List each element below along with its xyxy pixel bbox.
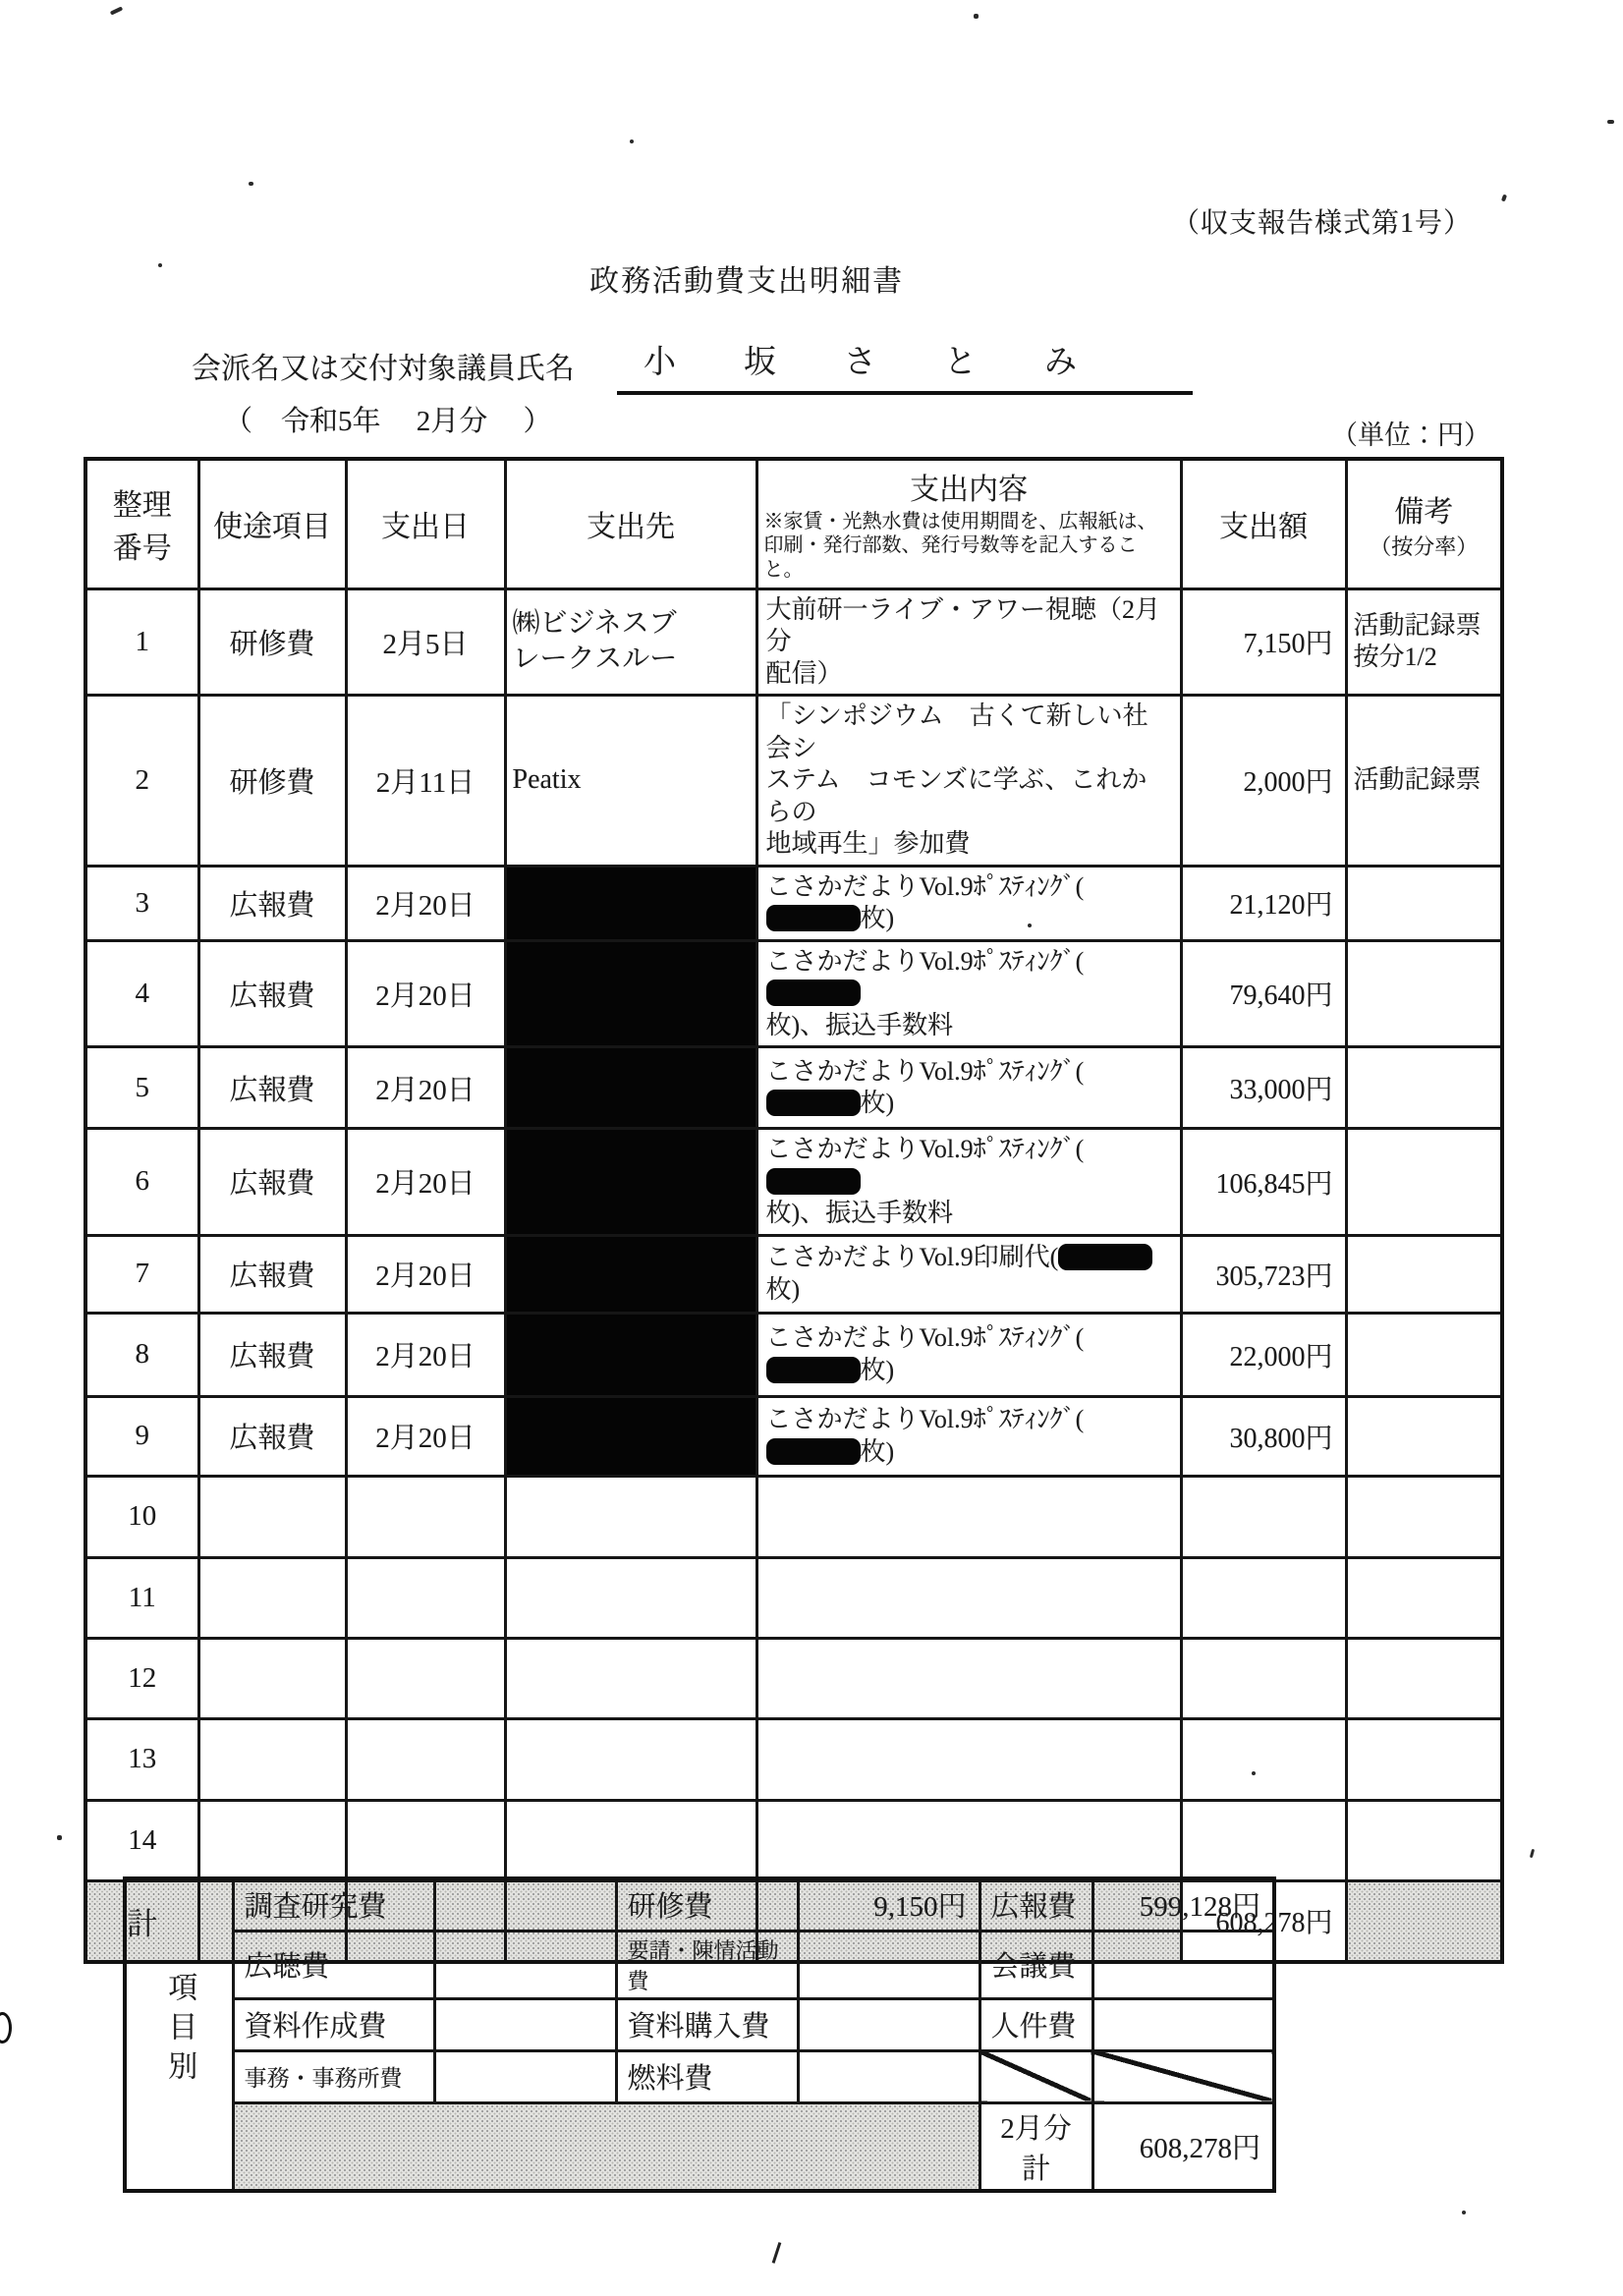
cell-item bbox=[198, 1638, 346, 1718]
table-row bbox=[85, 696, 1502, 867]
cell-content bbox=[756, 1800, 1181, 1880]
cell-no: 6 bbox=[85, 1129, 198, 1236]
content-pre: こさかだよりVol.9ﾎﾟｽﾃｨﾝｸﾞ( bbox=[765, 1135, 1085, 1163]
content-line1 bbox=[766, 1056, 1172, 1120]
unit-note: （単位：円） bbox=[1331, 420, 1490, 450]
content-pre: こさかだよりVol.9ﾎﾟｽﾃｨﾝｸﾞ( bbox=[765, 1056, 1085, 1086]
summary-label: 事務・事務所費 bbox=[233, 2050, 434, 2102]
content-post: 枚) bbox=[860, 1355, 895, 1384]
cell-no: 10 bbox=[85, 1476, 198, 1557]
cell-item: 広報費 bbox=[198, 1313, 346, 1396]
content-line1 bbox=[766, 1322, 1172, 1386]
summary-value bbox=[798, 1998, 979, 2050]
cell-date: 2月11日 bbox=[346, 696, 505, 867]
content-line1: 大前研一ライブ・アワー視聴（2月分 bbox=[765, 594, 1160, 655]
cell-item: 研修費 bbox=[198, 696, 346, 867]
cell-content bbox=[756, 588, 1181, 696]
cell-payee bbox=[505, 1476, 756, 1557]
cell-amount: 33,000円 bbox=[1181, 1047, 1346, 1129]
group-label-cell bbox=[125, 1878, 233, 2191]
cell-amount: 30,800円 bbox=[1181, 1396, 1346, 1476]
cell-item: 研修費 bbox=[198, 588, 346, 696]
cell-payee bbox=[505, 1638, 756, 1718]
cell-amount: 2,000円 bbox=[1181, 696, 1346, 867]
cell-note bbox=[1346, 1638, 1502, 1718]
summary-row bbox=[125, 1931, 1274, 1998]
cell-note bbox=[1346, 1800, 1502, 1880]
header-content-title: 支出内容 bbox=[910, 474, 1028, 506]
table-row bbox=[85, 1235, 1502, 1313]
scan-edge-mark bbox=[0, 2012, 12, 2044]
cell-item: 広報費 bbox=[198, 940, 346, 1047]
cell-payee bbox=[505, 588, 756, 696]
cell-content bbox=[756, 1235, 1181, 1313]
redaction-box bbox=[766, 1090, 861, 1116]
summary-label: 広報費 bbox=[979, 1878, 1092, 1931]
table-row bbox=[85, 1718, 1502, 1800]
summary-total-row bbox=[125, 2102, 1274, 2191]
cell-no: 12 bbox=[85, 1638, 198, 1718]
summary-label: 資料作成費 bbox=[233, 1998, 434, 2050]
expense-detail-table bbox=[84, 457, 1504, 1964]
total-label-cell: 計 bbox=[85, 1880, 198, 1962]
content-pre: こさかだよりVol.9印刷代( bbox=[765, 1243, 1059, 1271]
form-number: （収支報告様式第1号） bbox=[1172, 208, 1473, 239]
cell-note bbox=[1346, 1396, 1502, 1476]
scan-speck bbox=[974, 14, 979, 19]
summary-label: 広聴費 bbox=[233, 1931, 434, 1998]
cell-item bbox=[198, 1557, 346, 1638]
content-pre: こさかだよりVol.9ﾎﾟｽﾃｨﾝｸﾞ( bbox=[765, 871, 1085, 901]
summary-total-amount: 608,278円 bbox=[1092, 2102, 1274, 2191]
table-header-row bbox=[85, 459, 1502, 588]
cell-item: 広報費 bbox=[198, 1129, 346, 1236]
scan-speck bbox=[1252, 1771, 1256, 1775]
summary-value bbox=[434, 2050, 616, 2102]
summary-value bbox=[434, 1878, 616, 1931]
cell-content bbox=[756, 866, 1181, 940]
cell-payee-redacted bbox=[505, 1129, 756, 1236]
cell-item bbox=[198, 1718, 346, 1800]
summary-label: 人件費 bbox=[979, 1998, 1092, 2050]
cell-item bbox=[198, 1800, 346, 1880]
cell-note bbox=[1346, 1476, 1502, 1557]
header-content-note: ※家賃・光熱水費は使用期間を、広報紙は、印刷・発行部数、発行号数等を記入すること。 bbox=[763, 511, 1157, 581]
cell-no: 8 bbox=[85, 1313, 198, 1396]
content-line2: 枚)、振込手数料 bbox=[765, 1010, 954, 1039]
scan-speck bbox=[158, 263, 162, 267]
table-row bbox=[85, 1557, 1502, 1638]
redaction-box bbox=[1058, 1244, 1152, 1270]
payee-line1: ㈱ビジネスブ bbox=[512, 607, 677, 639]
content-line2: ステム コモンズに学ぶ、これからの bbox=[765, 765, 1147, 826]
header-no bbox=[85, 459, 198, 588]
header-item: 使途項目 bbox=[198, 459, 346, 588]
cell-date bbox=[346, 1557, 505, 1638]
cell-date: 2月20日 bbox=[346, 1313, 505, 1396]
cell-payee-redacted bbox=[505, 1313, 756, 1396]
content-pre: こさかだよりVol.9ﾎﾟｽﾃｨﾝｸﾞ( bbox=[765, 946, 1085, 976]
member-name-label: 会派名又は交付対象議員氏名 bbox=[192, 353, 575, 385]
table-row bbox=[85, 940, 1502, 1047]
scan-speck bbox=[1607, 120, 1614, 124]
scan-speck bbox=[249, 182, 253, 186]
table-row bbox=[85, 1476, 1502, 1557]
content-post: 枚) bbox=[860, 904, 895, 932]
content-post: 枚) bbox=[860, 1089, 895, 1117]
scan-speck bbox=[57, 1835, 62, 1840]
summary-label: 燃料費 bbox=[616, 2050, 798, 2102]
cell-item bbox=[198, 1476, 346, 1557]
summary-total-label: 2月分計 bbox=[979, 2102, 1092, 2191]
hatched-cell bbox=[233, 2102, 979, 2191]
cell-note bbox=[1346, 1718, 1502, 1800]
cell-note bbox=[1346, 1313, 1502, 1396]
cell-content bbox=[756, 1718, 1181, 1800]
cell-content bbox=[756, 1129, 1181, 1236]
header-amount: 支出額 bbox=[1181, 459, 1346, 588]
header-note-line1: 備考 bbox=[1394, 495, 1454, 529]
cell-content bbox=[756, 1396, 1181, 1476]
report-period: （ 令和5年 2月分 ） bbox=[224, 406, 552, 437]
diagonal-cell bbox=[1092, 2050, 1274, 2102]
summary-value bbox=[798, 2050, 979, 2102]
cell-amount bbox=[1181, 1557, 1346, 1638]
cell-date: 2月5日 bbox=[346, 588, 505, 696]
cell-amount: 22,000円 bbox=[1181, 1313, 1346, 1396]
summary-value bbox=[434, 1931, 616, 1998]
total-amount-cell: 608,278円 bbox=[1181, 1880, 1346, 1962]
redaction-box bbox=[766, 905, 861, 931]
cell-content bbox=[756, 1476, 1181, 1557]
cell-note bbox=[1346, 940, 1502, 1047]
cell-amount: 21,120円 bbox=[1181, 866, 1346, 940]
diagonal-cell bbox=[979, 2050, 1092, 2102]
cell-no: 4 bbox=[85, 940, 198, 1047]
cell-amount bbox=[1181, 1800, 1346, 1880]
cell-amount bbox=[1181, 1718, 1346, 1800]
summary-label: 要請・陳情活動費 bbox=[616, 1931, 798, 1998]
cell-item: 広報費 bbox=[198, 1235, 346, 1313]
scan-speck bbox=[630, 140, 634, 143]
summary-row bbox=[125, 1998, 1274, 2050]
content-line1 bbox=[766, 1404, 1172, 1468]
summary-label: 会議費 bbox=[979, 1931, 1092, 1998]
cell-date bbox=[346, 1718, 505, 1800]
cell-payee bbox=[505, 1557, 756, 1638]
cell-amount: 7,150円 bbox=[1181, 588, 1346, 696]
content-pre: こさかだよりVol.9ﾎﾟｽﾃｨﾝｸﾞ( bbox=[765, 1323, 1085, 1352]
cell-no: 2 bbox=[85, 696, 198, 867]
summary-label: 資料購入費 bbox=[616, 1998, 798, 2050]
cell-content bbox=[756, 1313, 1181, 1396]
cell-no: 9 bbox=[85, 1396, 198, 1476]
member-name: 小 坂 さ と み bbox=[644, 345, 1094, 380]
note-line1: 活動記録票 bbox=[1353, 610, 1482, 640]
cell-no: 3 bbox=[85, 866, 198, 940]
redaction-box bbox=[766, 1438, 861, 1465]
payee-line2: レークスルー bbox=[512, 644, 678, 675]
cell-payee-redacted bbox=[505, 1235, 756, 1313]
table-row bbox=[85, 1129, 1502, 1236]
cell-payee bbox=[505, 1800, 756, 1880]
summary-value bbox=[1092, 1931, 1274, 1998]
content-line2: 枚)、振込手数料 bbox=[765, 1199, 954, 1227]
content-line2: 配信） bbox=[765, 658, 843, 688]
table-row bbox=[85, 1047, 1502, 1129]
cell-note: 活動記録票 bbox=[1346, 696, 1502, 867]
content-post: 枚) bbox=[765, 1274, 801, 1304]
redaction-box bbox=[766, 1168, 861, 1195]
content-line1 bbox=[766, 871, 1172, 935]
cell-no: 13 bbox=[85, 1718, 198, 1800]
cell-note bbox=[1346, 1235, 1502, 1313]
summary-value bbox=[434, 1998, 616, 2050]
cell-note bbox=[1346, 866, 1502, 940]
scan-speck bbox=[1501, 195, 1507, 202]
note-line2: 按分1/2 bbox=[1353, 643, 1437, 672]
content-line1 bbox=[766, 1242, 1172, 1306]
cell-date: 2月20日 bbox=[346, 1396, 505, 1476]
group-label: 項目別 bbox=[163, 1971, 196, 2090]
header-content bbox=[756, 459, 1181, 588]
cell-payee-redacted bbox=[505, 1047, 756, 1129]
summary-label: 調査研究費 bbox=[233, 1878, 434, 1931]
cell-note bbox=[1346, 1047, 1502, 1129]
cell-item: 広報費 bbox=[198, 1047, 346, 1129]
cell-note bbox=[1346, 1129, 1502, 1236]
cell-content bbox=[756, 1557, 1181, 1638]
cell-amount: 79,640円 bbox=[1181, 940, 1346, 1047]
table-row bbox=[85, 866, 1502, 940]
header-note-line2: （按分率） bbox=[1370, 533, 1479, 559]
header-no-line2: 番号 bbox=[112, 532, 172, 566]
redaction-box bbox=[766, 980, 861, 1006]
scan-slash-mark bbox=[772, 2242, 782, 2264]
table-row bbox=[85, 588, 1502, 696]
cell-amount: 106,845円 bbox=[1181, 1129, 1346, 1236]
cell-content bbox=[756, 1638, 1181, 1718]
cell-item: 広報費 bbox=[198, 866, 346, 940]
content-line3: 地域再生」参加費 bbox=[765, 829, 971, 858]
cell-date bbox=[346, 1476, 505, 1557]
scan-speck bbox=[1462, 2211, 1466, 2214]
content-pre: こさかだよりVol.9ﾎﾟｽﾃｨﾝｸﾞ( bbox=[765, 1405, 1085, 1433]
scan-speck bbox=[1028, 924, 1032, 927]
cell-note bbox=[1346, 1557, 1502, 1638]
cell-no: 1 bbox=[85, 588, 198, 696]
table-row bbox=[85, 1396, 1502, 1476]
cell-date: 2月20日 bbox=[346, 866, 505, 940]
category-summary-table bbox=[123, 1876, 1276, 2193]
cell-amount: 305,723円 bbox=[1181, 1235, 1346, 1313]
cell-payee bbox=[505, 1718, 756, 1800]
content-post: 枚) bbox=[860, 1436, 895, 1466]
content-line1 bbox=[766, 1134, 1172, 1198]
cell-amount bbox=[1181, 1476, 1346, 1557]
summary-value bbox=[798, 1931, 979, 1998]
table-row bbox=[85, 1638, 1502, 1718]
hatched-cell bbox=[1346, 1880, 1502, 1962]
cell-payee-redacted bbox=[505, 866, 756, 940]
cell-payee: Peatix bbox=[505, 696, 756, 867]
cell-note bbox=[1346, 588, 1502, 696]
summary-value: 9,150円 bbox=[798, 1878, 979, 1931]
header-no-line1: 整理 bbox=[112, 489, 172, 523]
cell-content bbox=[756, 696, 1181, 867]
cell-date: 2月20日 bbox=[346, 1047, 505, 1129]
summary-value: 599,128円 bbox=[1092, 1878, 1274, 1931]
table-row bbox=[85, 1800, 1502, 1880]
content-line1: 「シンポジウム 古くて新しい社会シ bbox=[765, 701, 1148, 762]
cell-amount bbox=[1181, 1638, 1346, 1718]
cell-date bbox=[346, 1638, 505, 1718]
cell-payee-redacted bbox=[505, 940, 756, 1047]
cell-payee-redacted bbox=[505, 1396, 756, 1476]
cell-no: 5 bbox=[85, 1047, 198, 1129]
cell-item: 広報費 bbox=[198, 1396, 346, 1476]
summary-value bbox=[1092, 1998, 1274, 2050]
page-title: 政務活動費支出明細書 bbox=[589, 265, 904, 298]
summary-row bbox=[125, 1878, 1274, 1931]
cell-date: 2月20日 bbox=[346, 1235, 505, 1313]
cell-no: 14 bbox=[85, 1800, 198, 1880]
scan-speck bbox=[1530, 1849, 1535, 1858]
redaction-box bbox=[766, 1357, 861, 1383]
cell-content bbox=[756, 940, 1181, 1047]
cell-no: 7 bbox=[85, 1235, 198, 1313]
header-payee: 支出先 bbox=[505, 459, 756, 588]
table-row bbox=[85, 1313, 1502, 1396]
cell-date bbox=[346, 1800, 505, 1880]
cell-content bbox=[756, 1047, 1181, 1129]
summary-row bbox=[125, 2050, 1274, 2102]
cell-date: 2月20日 bbox=[346, 1129, 505, 1236]
cell-no: 11 bbox=[85, 1557, 198, 1638]
cell-date: 2月20日 bbox=[346, 940, 505, 1047]
summary-label: 研修費 bbox=[616, 1878, 798, 1931]
content-line1 bbox=[766, 946, 1172, 1010]
scan-speck bbox=[110, 6, 123, 15]
header-date: 支出日 bbox=[346, 459, 505, 588]
header-note bbox=[1346, 459, 1502, 588]
